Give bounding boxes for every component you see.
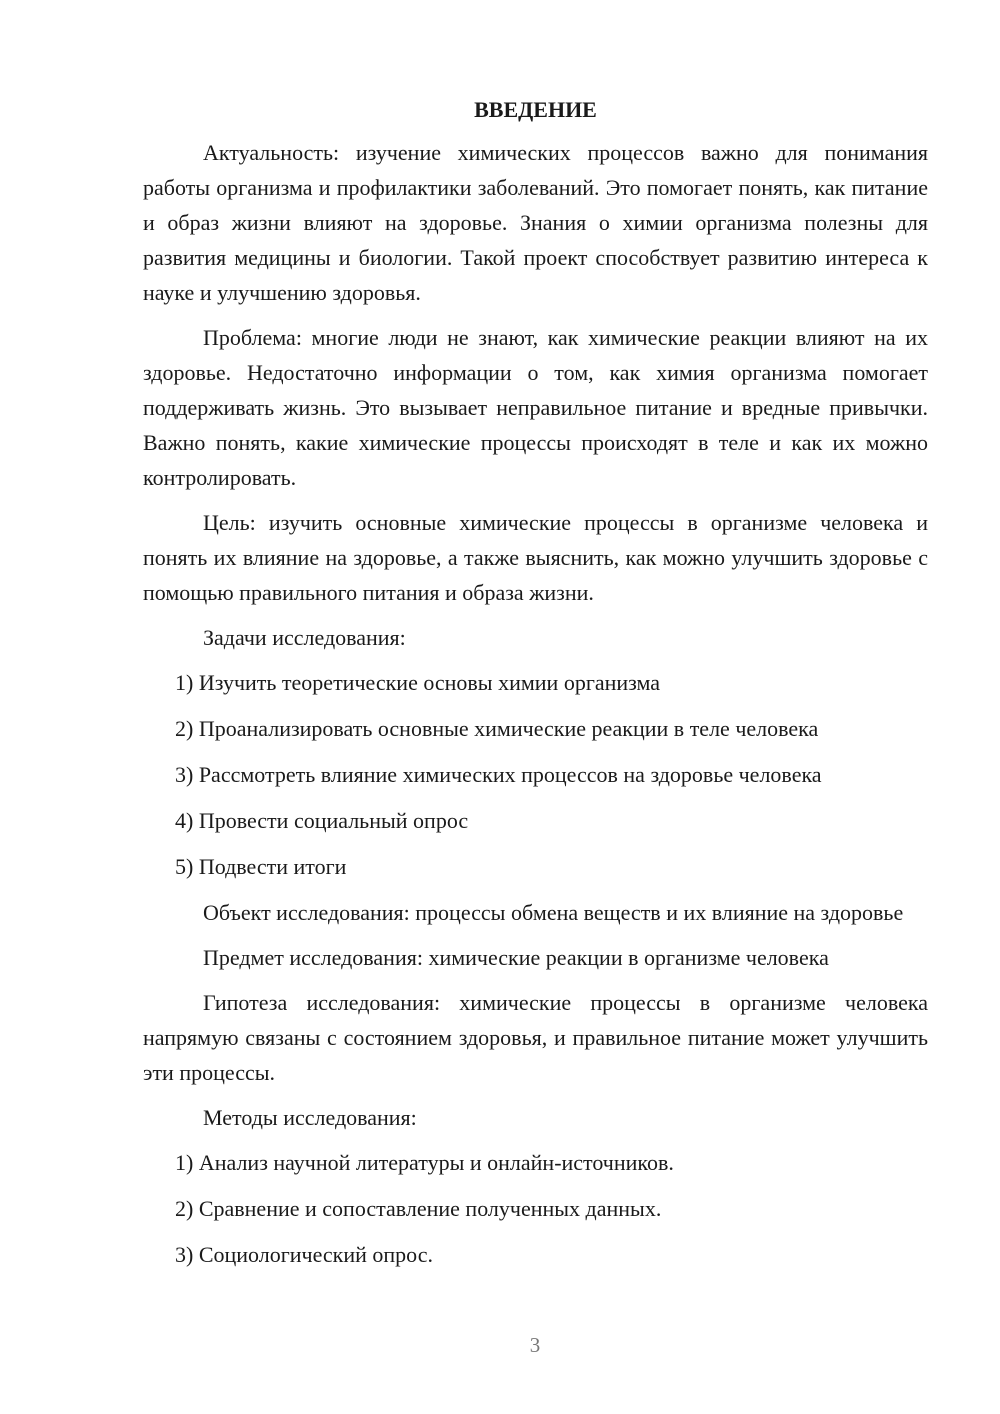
tasks-heading: Задачи исследования: xyxy=(203,625,406,650)
task-item: 2) Проанализировать основные химические реакции в теле человека xyxy=(175,716,819,741)
task-item: 4) Провести социальный опрос xyxy=(175,808,469,833)
object-paragraph: Объект исследования: процессы обмена веществ и их влияние на здоровье xyxy=(203,900,904,925)
method-item: 2) Сравнение и сопоставление полученных данных. xyxy=(175,1196,662,1221)
goal-paragraph: Цель: изучить основные химические процессы в организме человека и понять их влияние на здоровье, а также выяснить, как можно улучшить здоровье с помощью правильного питания и образа жизни. xyxy=(143,510,928,605)
task-item: 3) Рассмотреть влияние химических процессов на здоровье человека xyxy=(175,762,822,787)
task-item: 1) Изучить теоретические основы химии организма xyxy=(175,670,661,695)
method-item: 3) Социологический опрос. xyxy=(175,1242,433,1267)
tasks-list xyxy=(143,665,928,884)
methods-list xyxy=(143,1145,928,1272)
hypothesis-paragraph: Гипотеза исследования: химические процессы в организме человека напрямую связаны с состоянием здоровья, и правильное питание может улучшить эти процессы. xyxy=(143,990,928,1085)
page-number: 3 xyxy=(529,1333,541,1357)
problem-paragraph: Проблема: многие люди не знают, как химические реакции влияют на их здоровье. Недостаточно информации о том, как химия организма помогает поддерживать жизнь. Это вызывает неправильное питание и вредные привычки. Важно понять, какие химические процессы происходят в теле и как их можно контролировать. xyxy=(143,325,928,490)
methods-heading: Методы исследования: xyxy=(203,1105,417,1130)
task-item: 5) Подвести итоги xyxy=(175,854,347,879)
relevance-paragraph: Актуальность: изучение химических процессов важно для понимания работы организма и профилактики заболеваний. Это помогает понять, как питание и образ жизни влияют на здоровье. Знания о химии организма полезны для развития медицины и биологии. Такой проект способствует развитию интереса к науке и улучшению здоровья. xyxy=(143,140,928,305)
section-title: ВВЕДЕНИЕ xyxy=(474,97,597,122)
document-page xyxy=(143,93,928,1283)
subject-paragraph: Предмет исследования: химические реакции в организме человека xyxy=(203,945,829,970)
method-item: 1) Анализ научной литературы и онлайн-источников. xyxy=(175,1150,674,1175)
